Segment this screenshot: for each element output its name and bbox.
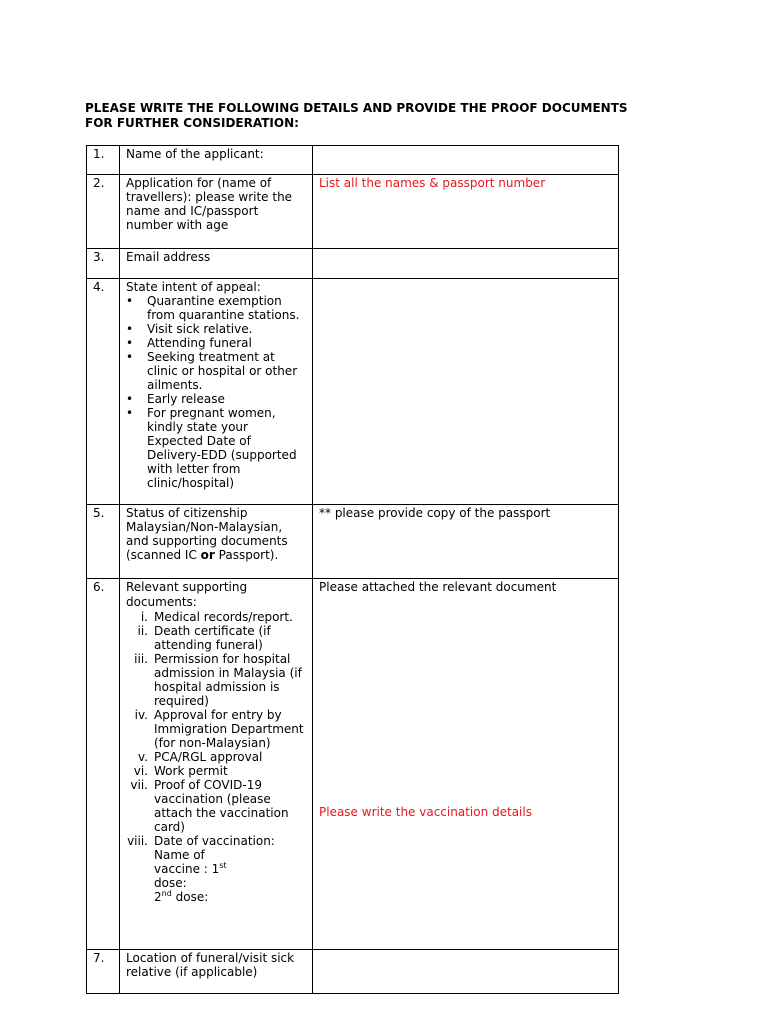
second-dose-text: dose: [171, 890, 209, 904]
item-numeral: iv. [134, 708, 148, 722]
row-label: Email address [120, 249, 313, 279]
row-label [120, 505, 313, 579]
second-dose-num: 2 [154, 890, 162, 904]
citizenship-label-a: Status of citizenship Malaysian/Non-Malaysian, and supporting documents (scanned IC [126, 506, 288, 562]
item-numeral: vii. [130, 778, 148, 792]
item-numeral: viii. [127, 834, 148, 848]
citizenship-label-or: or [200, 548, 215, 562]
row-number: 1. [87, 146, 120, 175]
documents-heading: Relevant supporting documents: [126, 580, 248, 609]
table-row [87, 175, 619, 249]
list-item [126, 764, 306, 778]
vaccine-name-line: Name of [154, 848, 205, 862]
list-item [126, 610, 306, 624]
list-item: • Early release [126, 392, 306, 406]
list-item [126, 624, 306, 652]
item-numeral: ii. [137, 624, 148, 638]
item-numeral: vi. [133, 764, 148, 778]
intent-list [126, 294, 306, 490]
item-text: Date of vaccination: [154, 834, 275, 848]
list-item [126, 834, 306, 904]
heading-line-1: PLEASE WRITE THE FOLLOWING DETAILS AND PROVIDE THE PROOF DOCUMENTS [85, 101, 628, 115]
documents-field[interactable] [313, 579, 619, 950]
item-numeral: i. [140, 610, 148, 624]
table-row [87, 279, 619, 505]
row-number: 5. [87, 505, 120, 579]
list-item: • Attending funeral [126, 336, 306, 350]
form-heading [85, 101, 645, 131]
intent-heading: State intent of appeal: [126, 280, 261, 294]
list-item [126, 708, 306, 750]
item-text: PCA/RGL approval [154, 750, 263, 764]
list-item: • Quarantine exemption from quarantine stations. [126, 294, 306, 322]
table-row [87, 579, 619, 950]
intent-field[interactable] [313, 279, 619, 505]
row-number: 6. [87, 579, 120, 950]
citizenship-label-b: Passport). [214, 548, 279, 562]
row-label [120, 579, 313, 950]
item-text: Medical records/report. [154, 610, 293, 624]
first-dose-label: dose: [154, 876, 187, 890]
first-dose-sup: st [219, 861, 227, 870]
application-form-table [86, 145, 619, 994]
first-dose-text: vaccine : 1 [154, 862, 220, 876]
citizenship-field[interactable]: ** please provide copy of the passport [313, 505, 619, 579]
row-label [120, 279, 313, 505]
list-item [126, 778, 306, 834]
heading-line-2: FOR FURTHER CONSIDERATION: [85, 116, 299, 130]
item-numeral: iii. [134, 652, 148, 666]
vaccination-note: Please write the vaccination details [319, 805, 532, 819]
applicant-name-field[interactable] [313, 146, 619, 175]
item-numeral: v. [138, 750, 148, 764]
item-text: Proof of COVID-19 vaccination (please attach the vaccination card) [154, 778, 289, 834]
row-label: Location of funeral/visit sick relative (if applicable) [120, 950, 313, 994]
documents-note: Please attached the relevant document [319, 580, 557, 594]
row-number: 7. [87, 950, 120, 994]
location-field[interactable] [313, 950, 619, 994]
travellers-field[interactable]: List all the names & passport number [313, 175, 619, 249]
row-label: Name of the applicant: [120, 146, 313, 175]
item-text: Approval for entry by Immigration Department (for non-Malaysian) [154, 708, 304, 750]
table-row [87, 505, 619, 579]
first-dose-line [154, 862, 306, 876]
row-number: 3. [87, 249, 120, 279]
list-item: • Seeking treatment at clinic or hospital or other ailments. [126, 350, 306, 392]
row-number: 4. [87, 279, 120, 505]
table-row [87, 146, 619, 175]
item-text: Permission for hospital admission in Malaysia (if hospital admission is required) [154, 652, 302, 708]
list-item: • Visit sick relative. [126, 322, 306, 336]
second-dose-line [154, 890, 306, 904]
documents-list [126, 610, 306, 904]
second-dose-sup: nd [161, 889, 172, 898]
list-item: • For pregnant women, kindly state your Expected Date of Delivery-EDD (supported with letter from clinic/hospital) [126, 406, 306, 490]
item-text: Work permit [154, 764, 228, 778]
item-text: Death certificate (if attending funeral) [154, 624, 271, 652]
email-field[interactable] [313, 249, 619, 279]
list-item [126, 652, 306, 708]
row-number: 2. [87, 175, 120, 249]
table-row [87, 950, 619, 994]
table-row [87, 249, 619, 279]
list-item [126, 750, 306, 764]
row-label: Application for (name of travellers): please write the name and IC/passport number with age [120, 175, 313, 249]
